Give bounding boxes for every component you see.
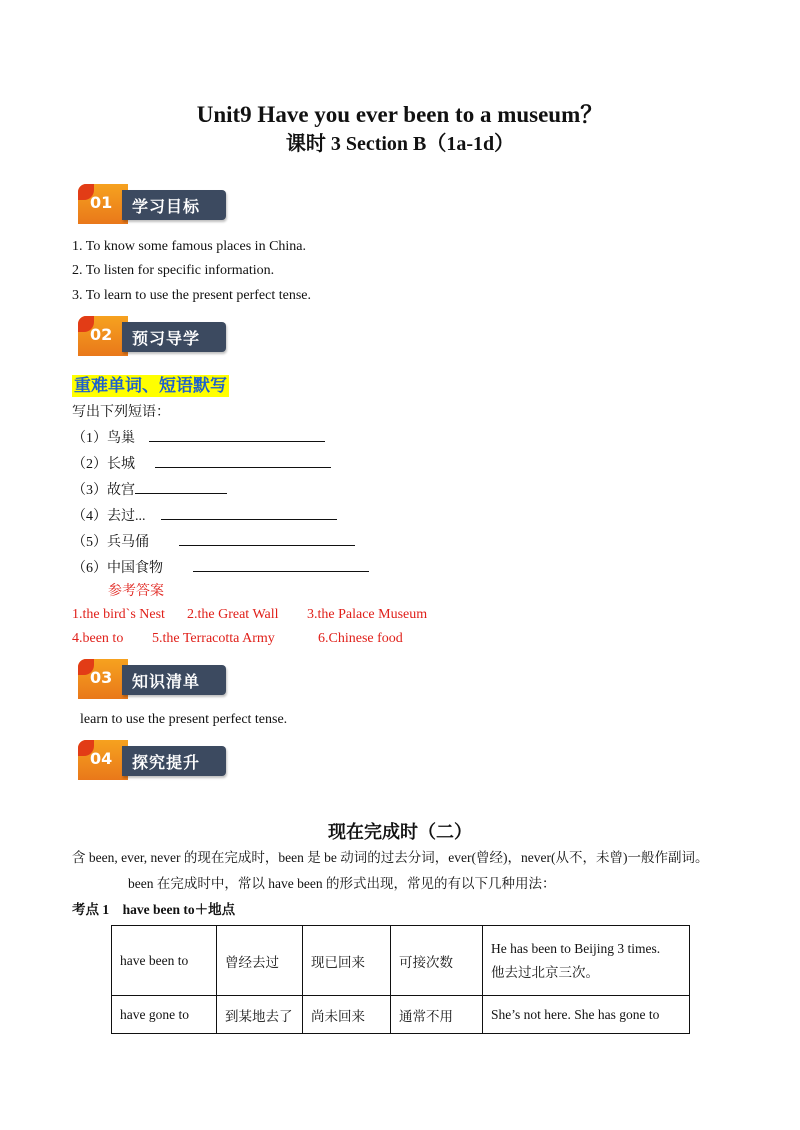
section-label: 学习目标 — [132, 197, 201, 216]
knowledge-text: learn to use the present perfect tense. — [80, 712, 288, 727]
answer-1: 1.the bird`s Nest — [72, 607, 165, 622]
answer-blank[interactable] — [155, 453, 331, 468]
answer-label: 参考答案 — [108, 584, 164, 599]
table-cell: 曾经去过 — [217, 926, 303, 996]
table-cell: 现已回来 — [303, 926, 391, 996]
section-label: 预习导学 — [132, 329, 201, 348]
example-sentence: He has been to Beijing 3 times. — [491, 940, 661, 956]
section-badge-01 — [78, 184, 230, 224]
objective-3: 3. To learn to use the present perfect tense. — [72, 288, 312, 303]
table-cell: have been to — [112, 926, 217, 996]
page-subtitle: 课时 3 Section B（1a-1d） — [285, 133, 515, 155]
table-row — [112, 996, 690, 1034]
blank-item-4 — [72, 505, 337, 527]
item-label: （2）长城 — [72, 457, 135, 472]
table-cell: have gone to — [112, 996, 217, 1034]
table-cell: 可接次数 — [391, 926, 483, 996]
blank-item-3 — [72, 479, 227, 501]
answer-blank[interactable] — [149, 427, 325, 442]
table-cell: 尚未回来 — [303, 996, 391, 1034]
table-cell: 到某地去了 — [217, 996, 303, 1034]
answer-5: 5.the Terracotta Army — [152, 631, 275, 646]
section-badge-02 — [78, 316, 230, 356]
section-label: 知识清单 — [132, 672, 201, 691]
section-number: 02 — [90, 325, 113, 344]
item-label: （3）故宫 — [72, 483, 135, 498]
answer-blank[interactable] — [135, 479, 227, 494]
answer-blank[interactable] — [179, 531, 355, 546]
table-cell: 通常不用 — [391, 996, 483, 1034]
item-label: （4）去过... — [72, 509, 146, 524]
usage-table — [111, 925, 690, 1034]
section-number: 04 — [90, 749, 113, 768]
preview-heading — [72, 371, 229, 396]
answer-blank[interactable] — [193, 557, 369, 572]
section-badge-04 — [78, 740, 230, 780]
page-title: Unit9 Have you ever been to a museum？ — [196, 102, 604, 127]
section-label: 探究提升 — [132, 753, 201, 772]
blank-item-2 — [72, 453, 331, 475]
answer-3: 3.the Palace Museum — [307, 607, 428, 622]
item-label: （1）鸟巢 — [72, 431, 135, 446]
grammar-paragraph-1: 含 been, ever, never 的现在完成时，been 是 be 动词的过去分词，ever(曾经)，never(从不，未曾)一般作副词。 — [72, 850, 709, 865]
point-heading: 考点 1 have been to＋地点 — [72, 902, 236, 917]
table-cell-example: She’s not here. She has gone to — [483, 996, 690, 1034]
grammar-heading: 现在完成时（二） — [328, 822, 472, 843]
table-row — [112, 926, 690, 996]
grammar-paragraph-2: been 在完成时中，常以 have been 的形式出现，常见的有以下几种用法： — [128, 876, 556, 891]
table-cell-example — [483, 926, 690, 996]
objective-1: 1. To know some famous places in China. — [72, 239, 307, 254]
objective-2: 2. To listen for specific information. — [72, 263, 275, 278]
highlighted-heading: 重难单词、短语默写 — [74, 376, 227, 396]
item-label: （6）中国食物 — [72, 561, 163, 576]
answer-6: 6.Chinese food — [318, 631, 403, 646]
answer-4: 4.been to — [72, 631, 124, 646]
blank-item-5 — [72, 531, 355, 553]
example-translation: 他去过北京三次。 — [491, 964, 599, 980]
answer-2: 2.the Great Wall — [187, 607, 279, 622]
section-badge-03 — [78, 659, 230, 699]
blank-item-1 — [72, 427, 325, 449]
section-number: 01 — [90, 193, 113, 212]
answer-blank[interactable] — [161, 505, 337, 520]
blank-item-6 — [72, 557, 369, 579]
preview-instruction: 写出下列短语： — [72, 405, 170, 420]
item-label: （5）兵马俑 — [72, 535, 149, 550]
section-number: 03 — [90, 668, 113, 687]
